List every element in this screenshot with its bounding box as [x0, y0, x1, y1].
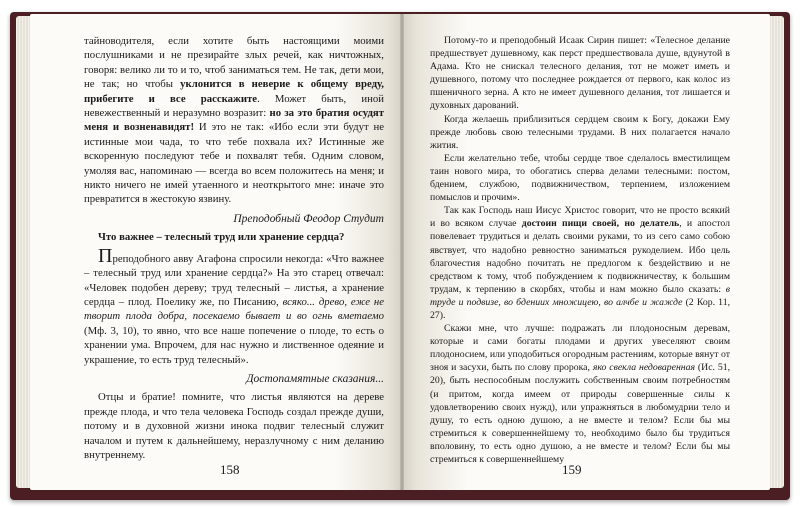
section-heading: Что важнее – телесный труд или хранение сердца?: [98, 231, 345, 244]
attribution-feodor-studit: Преподобный Феодор Студит: [233, 212, 384, 225]
italic-text: всяко... древо, еже не творит плода добра, посекаемо бывает и во огнь вметаемо: [84, 295, 384, 323]
italic-text: яко свекла недоваренная: [592, 362, 696, 374]
text-run: Потому-то и преподобный Исаак Сирин пишет: «Телесное делание предшествует душевному, как перст предшествовала душе, вдунутой в Адама. Кто не снискал телесного делания, тот не может иметь и душевного, потому что последнее рождается от первого, как колос из пшеничного зерна. А кто не имеет душевного делания, тот лишается и духовных дарований.: [430, 35, 730, 112]
book-gutter: [400, 14, 404, 490]
right-paragraph-4: [430, 204, 730, 322]
left-paragraph-3: [84, 390, 384, 462]
page-number-left: 158: [220, 462, 240, 477]
text-run: . Может быть, иной невежественный и неразумно возразит:: [84, 92, 384, 120]
left-paragraph-2-body: [84, 253, 384, 366]
text-run: (Мф. 3, 10), то явно, что все наше попечение о плоде, то есть о хранении ума. Впрочем, для нас нужно и лиственное одеяние и украшение, то есть труд телесный».: [84, 324, 384, 366]
text-run: Так как Господь наш Иисус Христос говорит, что не просто всякий и во всяком случае: [430, 205, 730, 230]
text-run: Если желательно тебе, чтобы сердце твое сделалось вместилищем таин нового мира, то обогатись сперва делами телесными: постом, бдением, службою, подвижничеством, терпением, изложением помыслов и прочим».: [430, 152, 730, 204]
left-paragraph-2: [84, 244, 384, 367]
text-run: тайноводителя, если хотите быть настоящими моими послушниками и не презирайте злых речей, как ничтожных, говоря: велико ли то и то, чтоб заниматься тем. Не так, дети мои, не так; но чтобы: [84, 35, 384, 91]
left-paragraph-1: [84, 34, 384, 207]
attribution-sayings: Достопамятные сказания...: [246, 372, 384, 385]
text-run: И это не так: «Ибо если эти будут не истинные мои чада, то что тебе похвала их? Истинные же вскоренную последуют тебе и похвалят тебя. Одним словом, умоляя вас, напоминаю — всегда во всем положитесь на меня; и никто ничего не имей утаенного и неоткрытого мне: иначе это превратится в жестокую язвину.: [84, 121, 384, 206]
italic-text: в труде и подвизе, во бдениих множицею, во алчбе и жажде: [430, 283, 730, 308]
right-paragraph-1: [430, 34, 730, 113]
right-page: [402, 14, 770, 490]
left-page-text: [84, 34, 384, 462]
text-run: реподобного авву Агафона спросили некогда: «Что важнее – телесный труд или хранение сердца?» На это старец отвечал: «Человек подобен дереву; труд телесный – листья, а хранение сердца – плод. Поелику же, по Писанию,: [84, 252, 384, 308]
right-page-text: [430, 34, 730, 466]
page-edges-right: [768, 16, 784, 488]
text-run: (2 Кор. 11, 27).: [430, 296, 731, 321]
bold-text: достоин пищи своей, но делатель: [521, 218, 680, 230]
text-run: Когда желаешь приблизиться сердцем своим к Богу, докажи Ему прежде любовь свою телесными трудами. В них полагается начало жития.: [430, 113, 730, 151]
text-run: , и апостол повелевает трудиться и делать своими руками, то из сего само собою явствует, что надобно ревностно заниматься рукоделием. Ибо цель благочестия надобно почитать не предлогом к бездействию и не средством к тому, чтоб побуждением к подвижничеству, к большим трудам, к терпению в скорбях, чтобы и нам можно было сказать:: [430, 218, 730, 295]
bold-text: но за это братия осудят меня и возненавидят!: [84, 107, 384, 134]
right-paragraph-2: [430, 113, 730, 152]
right-paragraph-3: [430, 152, 730, 204]
text-run: Отцы и братие! помните, что листья являются на дереве прежде плода, и что тела человека Господь создал прежде души, потому и в духовной жизни инока подвиг телесный служит началом и путем к дальнейшему, неразлучному с ним деланию внутреннему.: [84, 391, 384, 461]
left-page: [30, 14, 402, 490]
text-run: (Ис. 51, 20), быть неспособным послужить собственным своим потребностям (и притом, когда имеем от природы совершенные силы к удовлетворению своих нужд), или упражняться в любомудрии тело и душу, то есть одною душою, а не вместе и телом? Если бы мы стремиться к совершеннейшему то, необходимо было бы трудиться вполовину, то есть одно душою, а не вместе и телом? Если бы мы стремиться к совершеннейшему: [430, 362, 731, 465]
page-number-right: 159: [562, 462, 582, 477]
bold-text: уклонится в неверие к общему вреду, прибегите и все расскажите: [84, 78, 384, 105]
drop-cap: П: [98, 244, 113, 267]
right-paragraph-5: [430, 322, 730, 466]
text-run: Скажи мне, что лучше: подражать ли плодоносным деревам, которые и сами богаты плодами и других увеселяют своим плодоносием, или уподобиться огородным растениям, которые вянут от зноя и засухи, быть по слову пророка,: [430, 323, 730, 374]
